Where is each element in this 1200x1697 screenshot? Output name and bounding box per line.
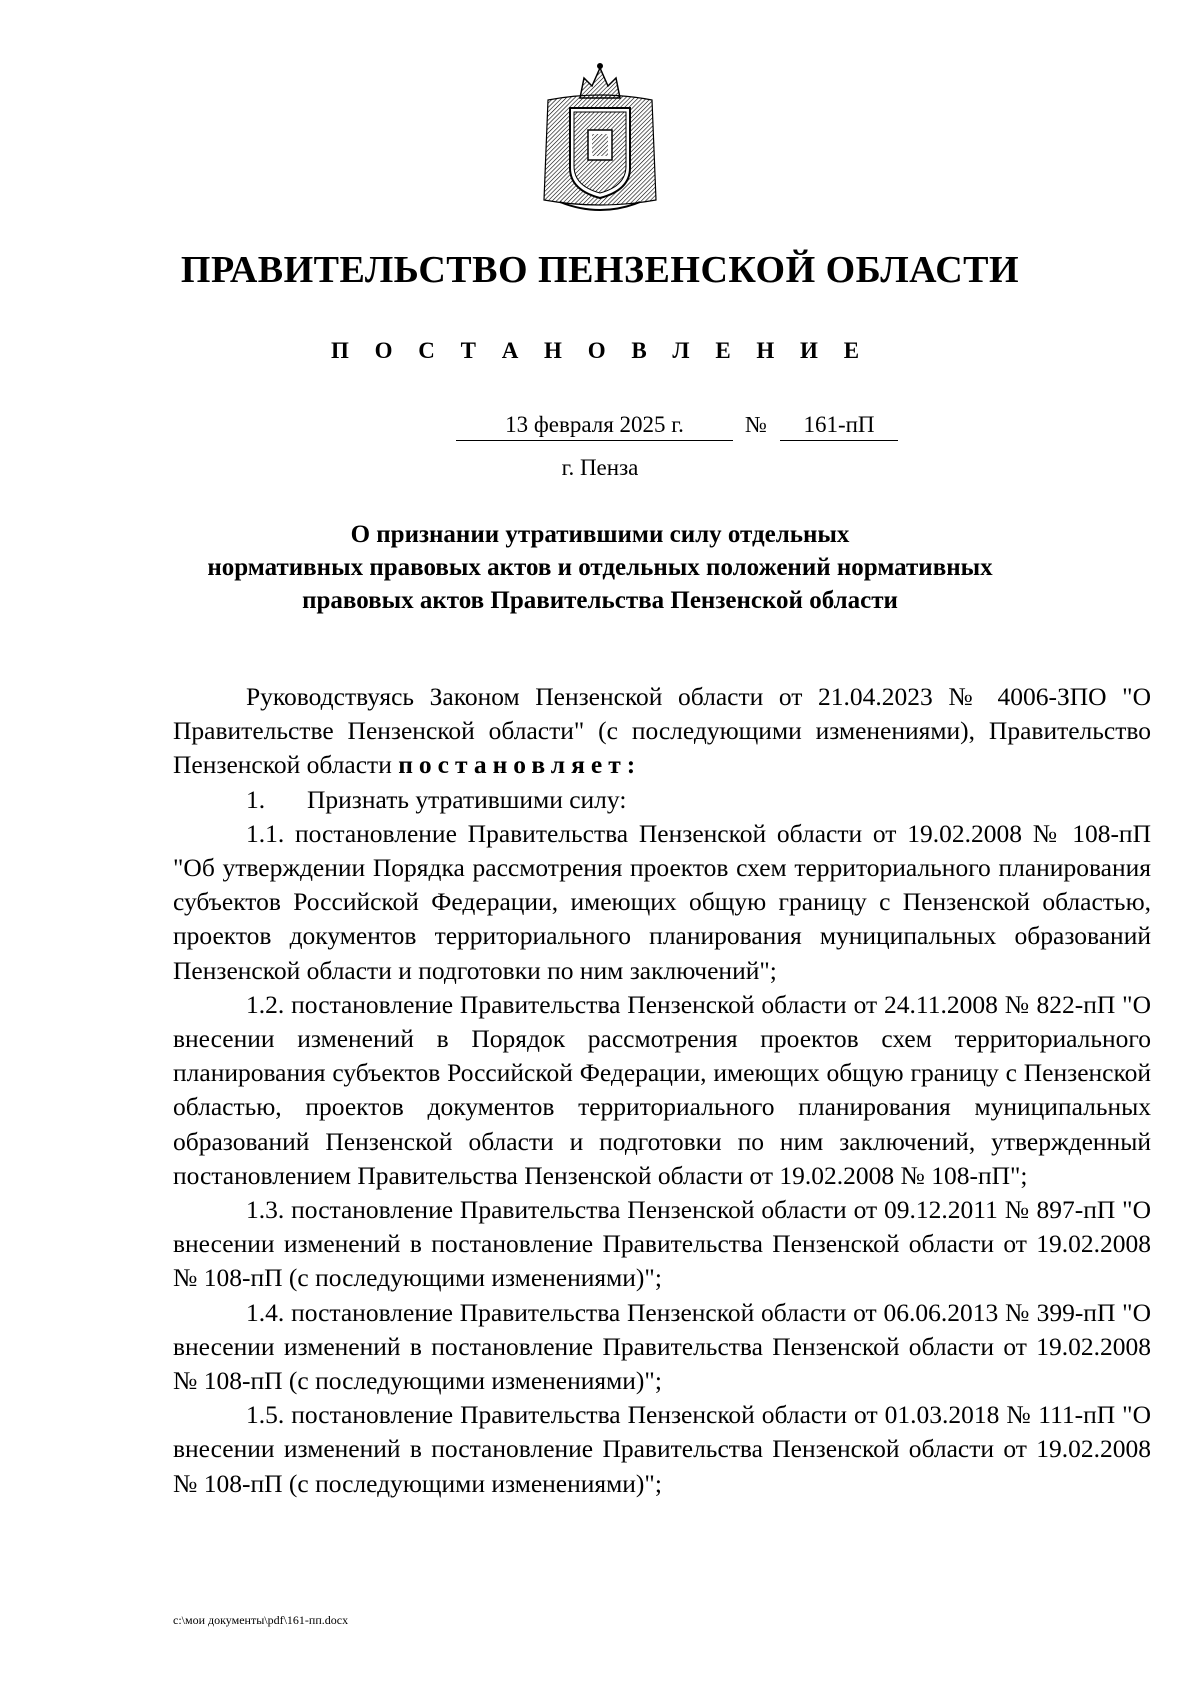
- subject-line: нормативных правовых актов и отдельных положений нормативных: [207, 554, 993, 581]
- preamble-paragraph: [173, 680, 1151, 783]
- item-number: 1.2.: [246, 989, 285, 1019]
- list-item: [173, 1398, 1151, 1501]
- document-body: [173, 680, 1151, 1501]
- authority-title: ПРАВИТЕЛЬСТВО ПЕНЗЕНСКОЙ ОБЛАСТИ: [180, 249, 1020, 291]
- subject-line: О признании утратившими силу отдельных: [350, 521, 850, 548]
- document-subject: [150, 518, 1050, 617]
- item-text: постановление Правительства Пензенской области от 19.02.2008 № 108-пП "Об утверждении Порядка рассмотрения проектов схем территориального планирования субъектов Российской Федерации, имеющих общую границу с Пензенской областью, проектов документов территориального планирования муниципальных образований Пензенской области и подготовки по ним заключений";: [173, 818, 1151, 985]
- clause-number: 1.: [246, 784, 266, 814]
- file-path-footer: c:\мои документы\pdf\161-пп.docx: [173, 1613, 349, 1627]
- subject-line: правовых актов Правительства Пензенской области: [302, 587, 898, 614]
- item-text: постановление Правительства Пензенской области от 01.03.2018 № 111-пП "О внесении изменений в постановление Правительства Пензенской области от 19.02.2008 № 108-пП (с последующими изменениями)";: [173, 1400, 1151, 1498]
- list-item: [173, 1193, 1151, 1296]
- document-number: 161-пП: [780, 412, 898, 441]
- item-number: 1.5.: [246, 1400, 285, 1430]
- item-text: постановление Правительства Пензенской области от 24.11.2008 № 822-пП "О внесении изменений в Порядок рассмотрения проектов схем территориального планирования субъектов Российской Федерации, имеющих общую границу с Пензенской областью, проектов документов территориального планирования муниципальных образований Пензенской области и подготовки по ним заключений, утвержденный постановлением Правительства Пензенской области от 19.02.2008 № 108-пП";: [173, 989, 1152, 1190]
- clause-text: Признать утратившими силу:: [307, 784, 627, 814]
- city: г. Пенза: [561, 455, 639, 480]
- coat-of-arms-emblem: [540, 60, 660, 220]
- list-item: [173, 1296, 1151, 1399]
- clause-1: [173, 783, 1151, 817]
- item-text: постановление Правительства Пензенской области от 09.12.2011 № 897-пП "О внесении изменений в постановление Правительства Пензенской области от 19.02.2008 № 108-пП (с последующими изменениями)";: [173, 1195, 1152, 1293]
- number-sign: №: [745, 412, 767, 437]
- document-type: П О С Т А Н О В Л Е Н И Е: [330, 338, 870, 363]
- list-item: [173, 988, 1151, 1193]
- preamble-text: Руководствуясь Законом Пензенской области от 21.04.2023 № 4006-ЗПО "О Правительстве Пензенской области" (с последующими изменениями), Правительство Пензенской области: [173, 682, 1151, 780]
- item-number: 1.1.: [246, 818, 285, 848]
- decree-word: постановляет:: [398, 750, 642, 780]
- item-number: 1.4.: [246, 1297, 285, 1327]
- date-number-line: [0, 412, 1200, 442]
- document-date: 13 февраля 2025 г.: [456, 412, 733, 441]
- list-item: [173, 817, 1151, 988]
- item-text: постановление Правительства Пензенской области от 06.06.2013 № 399-пП "О внесении изменений в постановление Правительства Пензенской области от 19.02.2008 № 108-пП (с последующими изменениями)";: [173, 1297, 1151, 1396]
- item-number: 1.3.: [246, 1195, 285, 1225]
